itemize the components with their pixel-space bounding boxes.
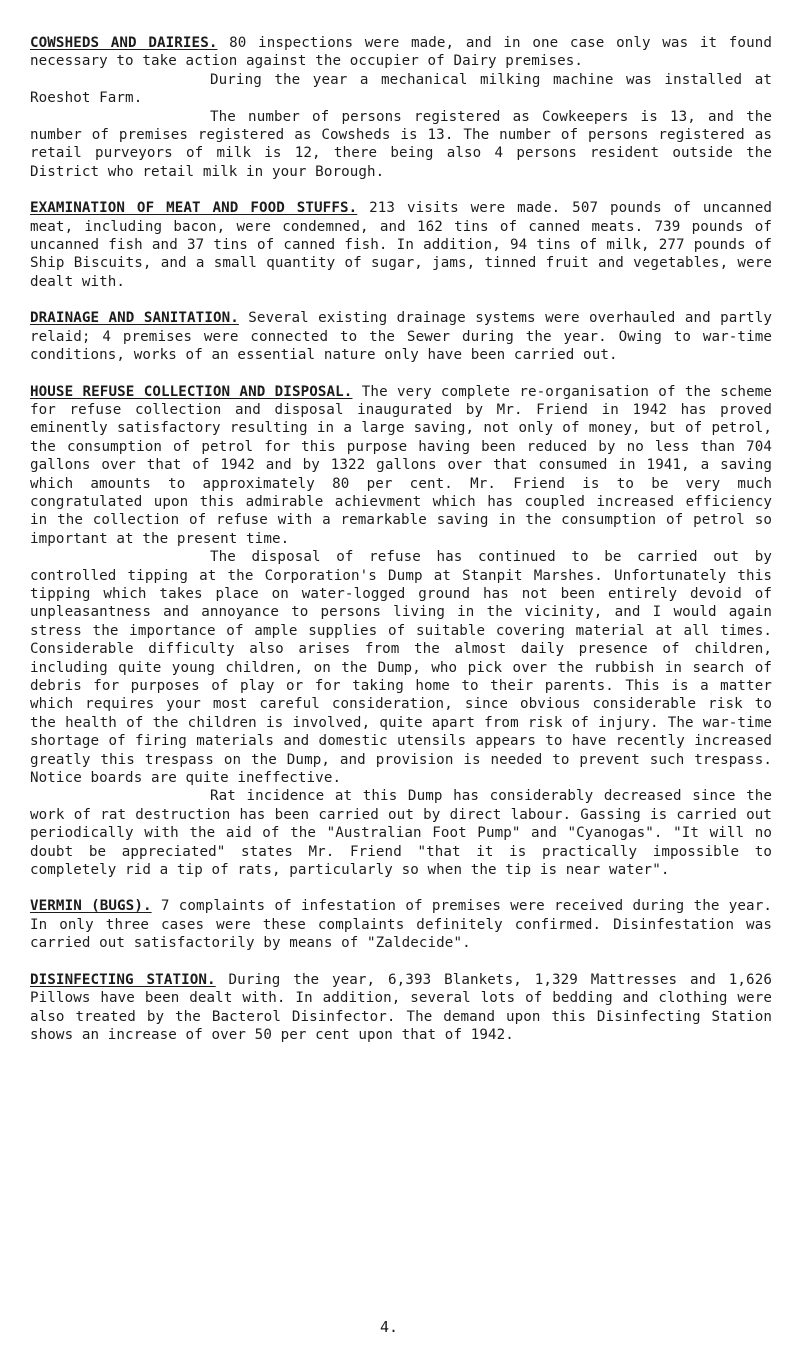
page-number: 4. [380, 1318, 399, 1336]
section-heading: COWSHEDS AND DAIRIES. [30, 35, 218, 51]
paragraph-text: The very complete re-organisation of the scheme for refuse collection and disposal inaugurated by Mr. Friend in 1942 has proved eminently satisfactory resulting in a large saving, not only of money, but of petrol, the consumption of petrol for this purpose having been reduced by no less than 704 gallons over that of 1942 and by 1322 gallons over that consumed in 1941, a saving which amounts to approximately 80 per cent. Mr. Friend is to be very much congratulated upon this admirable achievment which has coupled increased efficiency in the collection of refuse with a remarkable saving in the consumption of petrol so important at the present time. [30, 383, 781, 547]
paragraph-text: Rat incidence at this Dump has considerably decreased since the work of rat destruction has been carried out by direct labour. Gassing is carried out periodically with the aid of the "Australian Foot Pump" and "Cyanogas". "It will no doubt be appreciated" states Mr. Friend "that it is practically impossible to completely rid a tip of rats, particularly so when the tip is near water". [30, 788, 781, 879]
section-gap [30, 291, 772, 309]
section-heading: EXAMINATION OF MEAT AND FOOD STUFFS. [30, 200, 358, 217]
paragraph-text: 7 complaints of infestation of premises were received during the year. In only three cases were these complaints definitely confirmed. Disinfestation was carried out satisfactorily by means of "Zaldecide". [30, 898, 781, 952]
paragraph-text: The disposal of refuse has continued to be carried out by controlled tipping at the Corporation's Dump at Stanpit Marshes. Unfortunately this tipping which takes place on water-logged ground has not been entirely devoid of unpleasantness and annoyance to persons living in the vicinity, and I would again stress the importance of ample supplies of suitable covering material at all times. Considerable difficulty also arises from the almost daily presence of children, including quite young children, on the Dump, who pick over the rubbish in search of debris for purposes of play or for taking home to their parents. This is a matter which requires your most careful consideration, since obvious considerable risk to the health of the children is involved, quite apart from risk of injury. The war-time shortage of firing materials and domestic utensils appears to have recently increased greatly this trespass on the Dump, and provision is needed to prevent such trespass. Notice boards are quite ineffective. [30, 549, 781, 787]
paragraph-text: 80 inspections were made, and in one case only was it found necessary to take action against the occupier of Dairy premises. [30, 35, 781, 70]
paragraph-text: During the year, 6,393 Blankets, 1,329 Mattresses and 1,626 Pillows have been dealt with. In addition, several lots of bedding and clothing were also treated by the Bacterol Disinfector. The demand upon this Disinfecting Station shows an increase of over 50 per cent upon that of 1942. [30, 971, 781, 1043]
section-gap [30, 879, 772, 897]
section-gap [30, 181, 772, 199]
paragraph-text: During the year a mechanical milking machine was installed at Roeshot Farm. [30, 71, 781, 107]
paragraph-text: 213 visits were made. 507 pounds of uncanned meat, including bacon, were condemned, and 162 tins of canned meats. 739 pounds of uncanned fish and 37 tins of canned fish. In addition, 94 tins of milk, 277 pounds of Ship Biscuits, and a small quantity of sugar, jams, tinned fruit and vegetables, were dealt with. [30, 200, 781, 290]
section-heading: VERMIN (BUGS). [30, 898, 152, 915]
paragraph-text: The number of persons registered as Cowkeepers is 13, and the number of premises registered as Cowsheds is 13. The number of persons registered as retail purveyors of milk is 12, there being also 4 persons resident outside the District who retail milk in your Borough. [30, 108, 781, 180]
paragraph [30, 71, 781, 108]
section-gap [30, 953, 772, 971]
section-heading: HOUSE REFUSE COLLECTION AND DISPOSAL. [30, 383, 353, 400]
section-refuse [30, 383, 781, 880]
section-vermin [30, 897, 781, 952]
paragraph [30, 787, 781, 879]
paragraph [30, 309, 781, 364]
paragraph [30, 971, 781, 1045]
section-heading: DRAINAGE AND SANITATION. [30, 310, 239, 327]
section-drainage [30, 309, 781, 364]
paragraph [30, 548, 781, 787]
paragraph [30, 108, 781, 182]
paragraph [30, 897, 781, 952]
section-disinfecting [30, 971, 781, 1045]
section-cowsheds-dairies [30, 34, 781, 181]
section-meat-food [30, 199, 781, 291]
paragraph [30, 383, 781, 549]
paragraph [30, 199, 781, 291]
section-heading: DISINFECTING STATION. [30, 971, 216, 988]
paragraph-text: Several existing drainage systems were overhauled and partly relaid; 4 premises were connected to the Sewer during the year. Owing to war-time conditions, works of an essential nature only have been carried out. [30, 310, 781, 364]
section-gap [30, 365, 772, 383]
paragraph [30, 34, 781, 71]
